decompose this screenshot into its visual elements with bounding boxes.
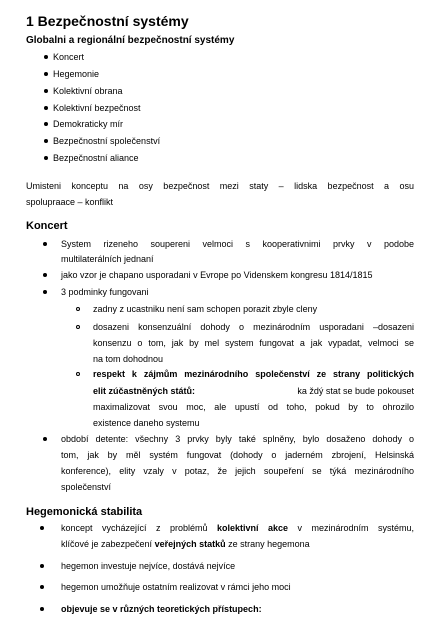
bullet-icon xyxy=(44,72,48,76)
paragraph-text: klíčové je zabezpečení xyxy=(61,539,155,549)
bullet-icon xyxy=(40,607,44,611)
paragraph-text: ka ždý stat se bude pokouset xyxy=(297,386,414,396)
paragraph-line: jako vzor je chapano usporadani v Evrope po Videnskem kongresu 1814/1815 xyxy=(61,270,373,280)
bullet-icon xyxy=(44,156,48,160)
paragraph-text: v mezinárodním systému, xyxy=(288,523,414,533)
list-item: Bezpečnostní aliance xyxy=(53,153,139,163)
bold-text: kolektivní akce xyxy=(216,523,289,533)
paragraph-line xyxy=(93,385,414,397)
bullet-icon xyxy=(44,122,48,126)
bullet-icon xyxy=(44,55,48,59)
paragraph-line: multilaterálních jednaní xyxy=(61,254,154,264)
bullet-icon xyxy=(40,585,44,589)
paragraph-line: konference), elity vzaly v potaz, že jejich soupeření se týká mezinárodního xyxy=(61,466,414,476)
paragraph-line: společenství xyxy=(61,482,112,492)
sub-bullet-icon xyxy=(76,307,80,311)
paragraph-line: maximalizovat svou moc, ale upustí od toho, pokud by to ohrozilo xyxy=(93,402,414,412)
paragraph-text: ze strany hegemona xyxy=(225,539,310,549)
list-item: Kolektivní bezpečnost xyxy=(53,103,141,113)
paragraph-line: objevuje se v různých teoretických přístupech: xyxy=(61,604,262,614)
paragraph-line: existence daneho systemu xyxy=(93,418,200,428)
section-subtitle: Globalni a regionální bezpečnostní systémy xyxy=(26,35,235,46)
paragraph-text: koncept vycházející z problémů xyxy=(61,523,217,533)
section-heading: Koncert xyxy=(26,220,68,232)
page-title: 1 Bezpečnostní systémy xyxy=(26,13,189,29)
bullet-icon xyxy=(44,89,48,93)
bullet-icon xyxy=(43,290,47,294)
bold-text: elit zúčastněných států: xyxy=(93,386,196,396)
list-item: Koncert xyxy=(53,52,85,62)
bullet-icon xyxy=(43,437,47,441)
bullet-icon xyxy=(40,564,44,568)
sub-bullet-icon xyxy=(76,325,80,329)
paragraph-line xyxy=(61,538,310,550)
paragraph-line: hegemon investuje nejvíce, dostává nejvíce xyxy=(61,561,236,571)
paragraph-line: na tom dohodnou xyxy=(93,354,164,364)
bullet-icon xyxy=(43,273,47,277)
list-item: Hegemonie xyxy=(53,69,100,79)
bullet-icon xyxy=(40,526,44,530)
paragraph-line: 3 podminky fungovani xyxy=(61,287,149,297)
list-item: Kolektivní obrana xyxy=(53,86,123,96)
paragraph-line: hegemon umožňuje ostatním realizovat v rámci jeho moci xyxy=(61,582,291,592)
paragraph-line: konsenzu o tom, jak by mel system fungovat a jak vypadat, velmoci se xyxy=(93,338,414,348)
paragraph-line xyxy=(61,522,414,534)
paragraph-line: respekt k zájmům mezinárodního společenství ze strany politických xyxy=(93,369,414,379)
bold-text: veřejných statků xyxy=(154,539,226,549)
paragraph-line: období detente: všechny 3 prvky byly také splněny, bylo dosaženo dohody o xyxy=(61,434,414,444)
list-item: Bezpečnostní společenství xyxy=(53,136,161,146)
intro-line: spolupraace – konflikt xyxy=(26,197,114,207)
paragraph-line: tom, jak by měl systém fungovat (dohody o jaderném zbrojení, Helsinská xyxy=(61,450,414,460)
paragraph-line: System rizeneho soupereni velmoci s kooperativnimi prvky v podobe xyxy=(61,239,414,249)
intro-line: Umisteni konceptu na osy bezpečnost mezi staty – lidska bezpečnost a osu xyxy=(26,181,414,191)
sub-bullet-icon xyxy=(76,372,80,376)
section-heading: Hegemonická stabilita xyxy=(26,506,143,518)
list-item: Demokraticky mír xyxy=(53,119,124,129)
bullet-icon xyxy=(43,242,47,246)
bullet-icon xyxy=(44,139,48,143)
paragraph-line: dosazeni konsenzuální dohody o mezinárodním usporadani –dosazeni xyxy=(93,322,414,332)
paragraph-line: zadny z ucastniku není sam schopen porazit zbyle cleny xyxy=(93,304,318,314)
bullet-icon xyxy=(44,106,48,110)
